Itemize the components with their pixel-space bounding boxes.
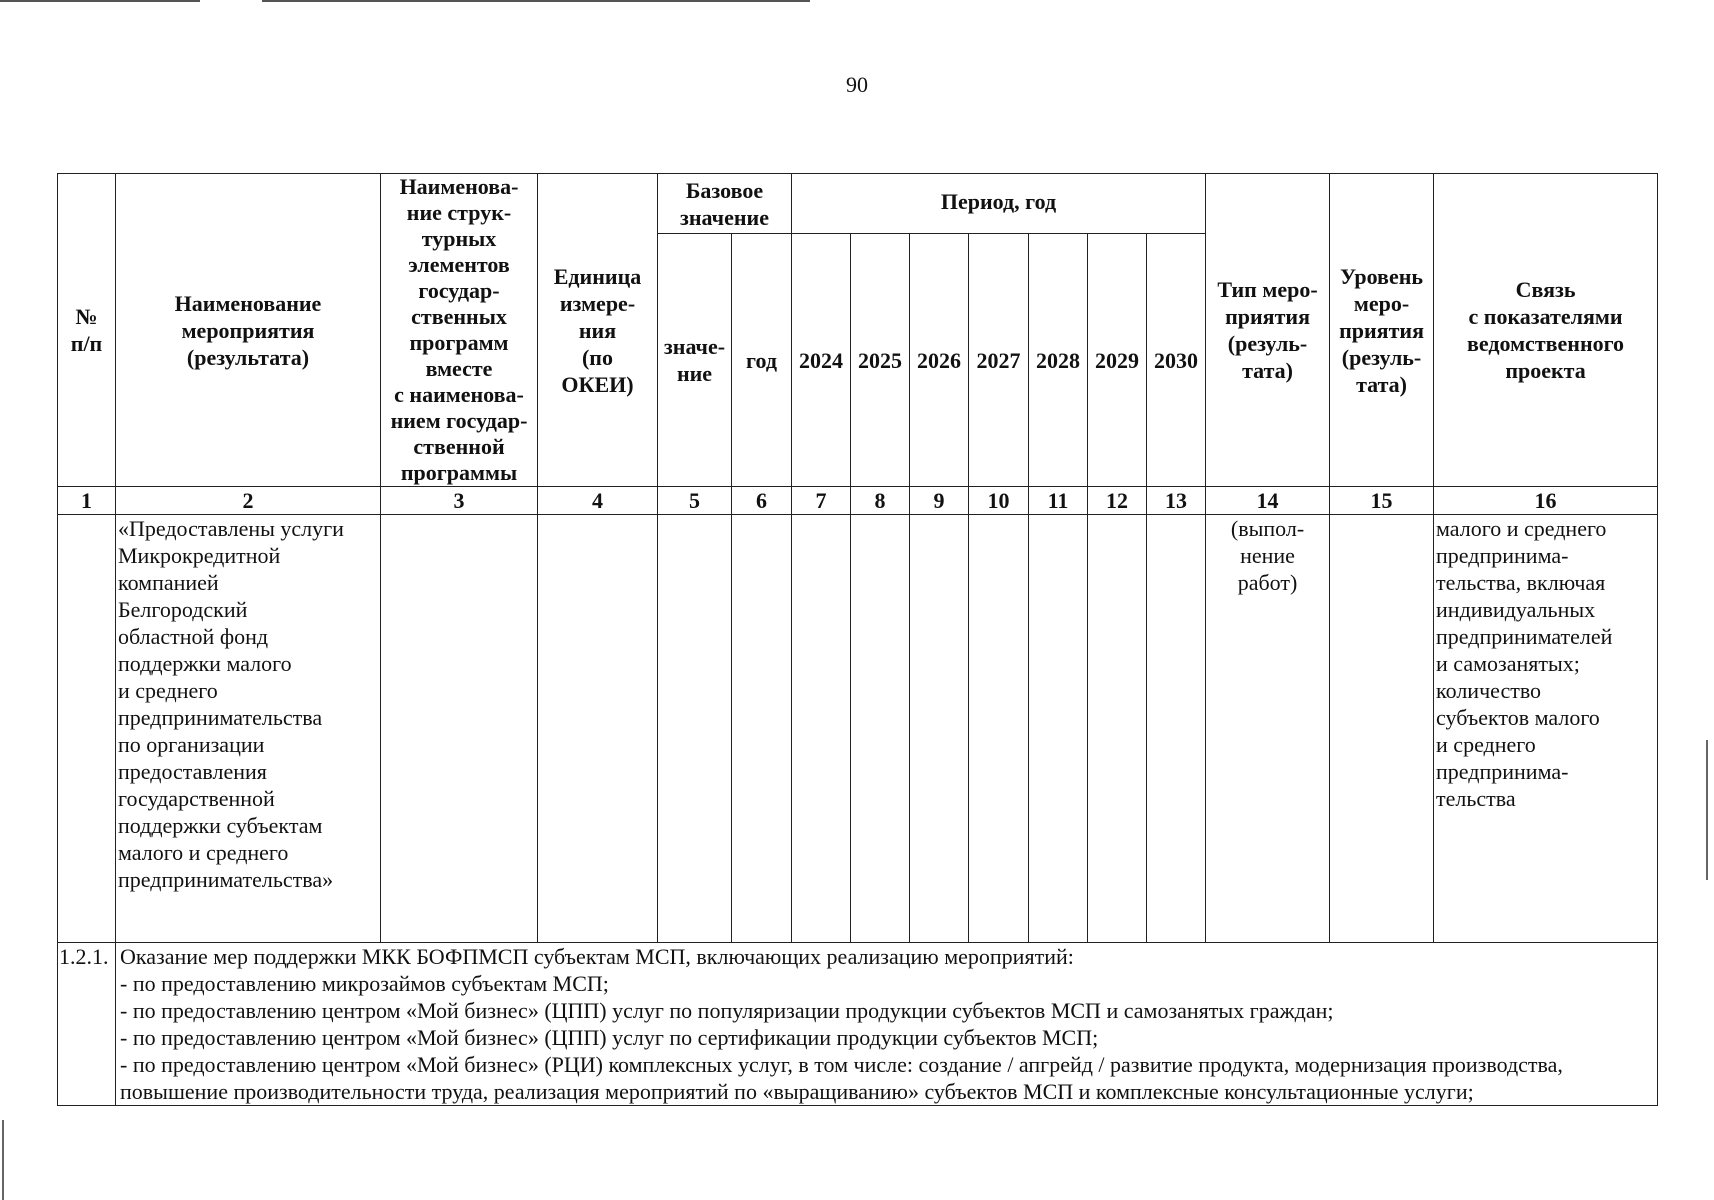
column-number: 8 <box>851 487 910 515</box>
header-type: Тип меро- приятия (резуль- тата) <box>1206 174 1330 487</box>
column-number: 2 <box>116 487 381 515</box>
column-number: 11 <box>1029 487 1088 515</box>
cell-2025 <box>851 515 910 943</box>
header-year-2025: 2025 <box>851 234 910 487</box>
header-year-2026: 2026 <box>910 234 969 487</box>
column-number: 4 <box>538 487 658 515</box>
list-item: - по предоставлению центром «Мой бизнес» (ЦПП) услуг по сертификации продукции субъектов МСП; <box>120 1025 1099 1050</box>
cell-section-num: 1.2.1. <box>58 943 116 1106</box>
header-num: № п/п <box>58 174 116 487</box>
column-number: 14 <box>1206 487 1330 515</box>
cell-base-year <box>732 515 792 943</box>
cell-2024 <box>792 515 851 943</box>
column-number: 16 <box>1434 487 1658 515</box>
cell-level <box>1330 515 1434 943</box>
list-item: - по предоставлению центром «Мой бизнес» (ЦПП) услуг по популяризации продукции субъектов МСП и самозанятых граждан; <box>120 998 1334 1023</box>
cell-2030 <box>1147 515 1206 943</box>
column-number: 1 <box>58 487 116 515</box>
cell-num <box>58 515 116 943</box>
top-edge-line-right <box>262 0 810 2</box>
cell-2027 <box>969 515 1029 943</box>
header-structural-elements: Наименова- ние струк- турных элементов государ- ственных программ вместе с наименова- нием государ- ственной программы <box>381 174 538 487</box>
column-number: 13 <box>1147 487 1206 515</box>
cell-2028 <box>1029 515 1088 943</box>
cell-2029 <box>1088 515 1147 943</box>
header-link: Связь с показателями ведомственного проекта <box>1434 174 1658 487</box>
table-row <box>58 515 1658 943</box>
column-number: 9 <box>910 487 969 515</box>
column-number: 3 <box>381 487 538 515</box>
header-row-top <box>58 174 1658 234</box>
column-number: 7 <box>792 487 851 515</box>
header-year-2029: 2029 <box>1088 234 1147 487</box>
header-base-value-value: значе- ние <box>658 234 732 487</box>
header-name: Наименование мероприятия (результата) <box>116 174 381 487</box>
scan-edge-mark-left <box>2 1120 4 1200</box>
top-edge-line-left <box>0 0 200 2</box>
cell-measure-name: «Предоставлены услуги Микрокредитной компанией Белгородский областной фонд поддержки малого и среднего предпринимательства по организации предоставления государственной поддержки субъектам малого и среднего предпринимательства» <box>116 515 381 943</box>
list-item: Оказание мер поддержки МКК БОФПМСП субъектам МСП, включающих реализацию мероприятий: <box>120 944 1074 969</box>
header-period: Период, год <box>792 174 1206 234</box>
scan-edge-mark-right <box>1706 740 1708 880</box>
cell-type: (выпол- нение работ) <box>1206 515 1330 943</box>
header-year-2024: 2024 <box>792 234 851 487</box>
cell-link: малого и среднего предпринима- тельства, включая индивидуальных предпринимателей и самозанятых; количество субъектов малого и среднего предпринима- тельства <box>1434 515 1658 943</box>
table-row <box>58 943 1658 1106</box>
page-number: 90 <box>846 72 868 97</box>
list-item: - по предоставлению центром «Мой бизнес» (РЦИ) комплексных услуг, в том числе: создание / апгрейд / развитие продукта, модернизация производства, повышение производительности труда, реализация мероприятий по «выращиванию» субъектов МСП и комплексные консультационные услуги; <box>120 1052 1563 1104</box>
header-unit: Единица измере- ния (по ОКЕИ) <box>538 174 658 487</box>
header-level: Уровень меро- приятия (резуль- тата) <box>1330 174 1434 487</box>
cell-base-value <box>658 515 732 943</box>
cell-2026 <box>910 515 969 943</box>
measures-table <box>57 173 1658 1106</box>
header-base-value-year: год <box>732 234 792 487</box>
column-number: 5 <box>658 487 732 515</box>
column-numbers-row <box>58 487 1658 515</box>
cell-unit <box>538 515 658 943</box>
column-number: 15 <box>1330 487 1434 515</box>
column-number: 6 <box>732 487 792 515</box>
header-year-2027: 2027 <box>969 234 1029 487</box>
cell-section-description <box>116 943 1658 1106</box>
header-year-2030: 2030 <box>1147 234 1206 487</box>
list-item: - по предоставлению микрозаймов субъектам МСП; <box>120 971 609 996</box>
header-base-value: Базовое значение <box>658 174 792 234</box>
column-number: 12 <box>1088 487 1147 515</box>
cell-structural <box>381 515 538 943</box>
header-year-2028: 2028 <box>1029 234 1088 487</box>
column-number: 10 <box>969 487 1029 515</box>
